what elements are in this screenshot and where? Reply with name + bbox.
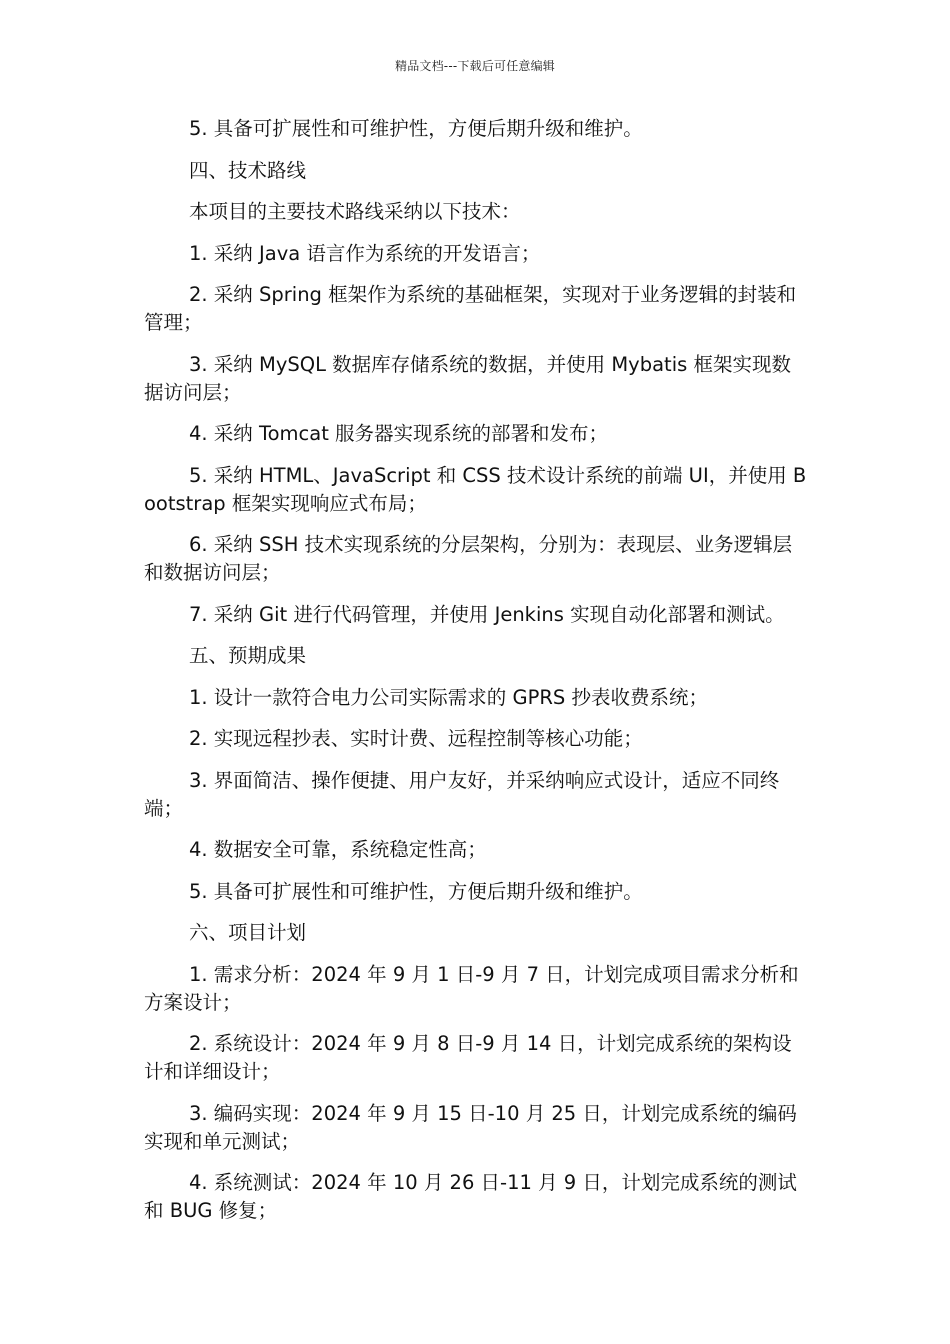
- list-item: 5. 采纳 HTML、JavaScript 和 CSS 技术设计系统的前端 UI，并使用 Bootstrap 框架实现响应式布局；: [144, 463, 807, 515]
- list-item: 3. 采纳 MySQL 数据库存储系统的数据，并使用 Mybatis 框架实现数据访问层；: [144, 352, 791, 404]
- list-item: 6. 采纳 SSH 技术实现系统的分层架构，分别为：表现层、业务逻辑层和数据访问层；: [144, 533, 793, 584]
- list-item: 2. 实现远程抄表、实时计费、远程控制等核心功能；: [189, 727, 643, 750]
- list-item: 1. 设计一款符合电力公司实际需求的 GPRS 抄表收费系统；: [189, 685, 708, 709]
- list-item: 4. 数据安全可靠，系统稳定性高；: [189, 838, 487, 861]
- list-item: 7. 采纳 Git 进行代码管理，并使用 Jenkins 实现自动化部署和测试。: [189, 602, 785, 626]
- list-item: 4. 采纳 Tomcat 服务器实现系统的部署和发布；: [189, 422, 609, 445]
- list-item: 1. 采纳 Java 语言作为系统的开发语言；: [189, 241, 541, 265]
- section-heading: 六、项目计划: [189, 921, 307, 944]
- paragraph: 本项目的主要技术路线采纳以下技术：: [189, 200, 521, 223]
- list-item: 4. 系统测试：2024 年 10 月 26 日-11 月 9 日，计划完成系统的测试和 BUG 修复；: [144, 1171, 797, 1222]
- section-heading: 五、预期成果: [189, 644, 307, 667]
- paragraph: 5. 具备可扩展性和可维护性，方便后期升级和维护。: [189, 117, 643, 140]
- list-item: 3. 编码实现：2024 年 9 月 15 日-10 月 25 日，计划完成系统的编码实现和单元测试；: [144, 1101, 797, 1153]
- list-item: 3. 界面简洁、操作便捷、用户友好，并采纳响应式设计，适应不同终端；: [144, 768, 780, 820]
- list-item: 2. 采纳 Spring 框架作为系统的基础框架，实现对于业务逻辑的封装和管理；: [144, 283, 797, 334]
- list-item: 5. 具备可扩展性和可维护性，方便后期升级和维护。: [189, 879, 643, 903]
- list-item: 1. 需求分析：2024 年 9 月 1 日-9 月 7 日，计划完成项目需求分析和方案设计；: [144, 962, 799, 1014]
- document-body: [144, 115, 809, 1239]
- section-heading: 四、技术路线: [189, 158, 307, 182]
- list-item: 2. 系统设计：2024 年 9 月 8 日-9 月 14 日，计划完成系统的架构设计和详细设计；: [144, 1032, 792, 1083]
- page-header: 精品文档---下载后可任意编辑: [395, 59, 555, 73]
